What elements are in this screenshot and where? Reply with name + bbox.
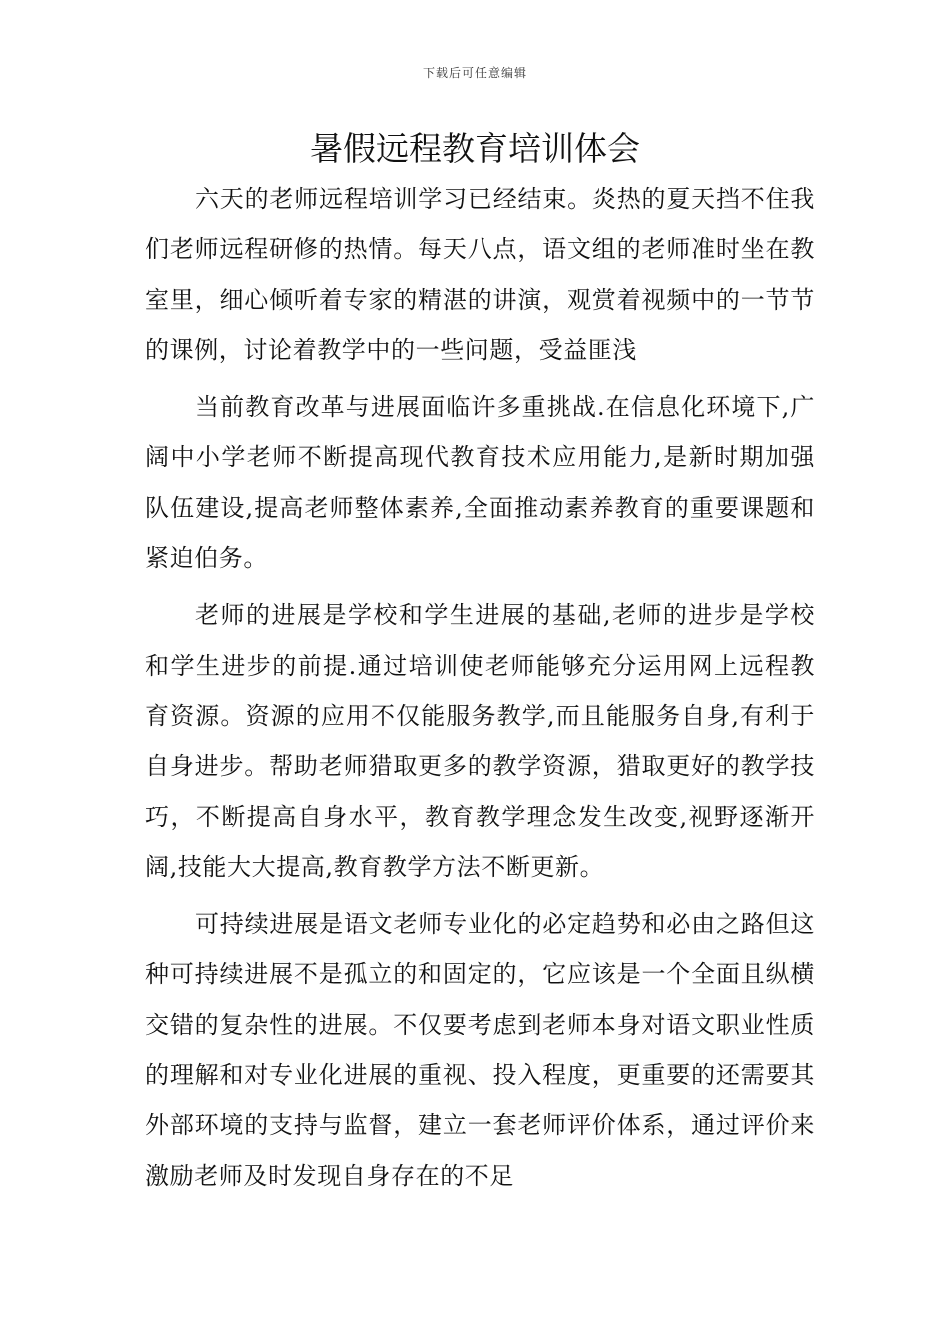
paragraph-2: 当前教育改革与进展面临许多重挑战.在信息化环境下,广阔中小学老师不断提高现代教育技术应用能力,是新时期加强队伍建设,提高老师整体素养,全面推动素养教育的重要课题和紧迫伯务。	[145, 393, 815, 573]
paragraph-3: 老师的进展是学校和学生进展的基础,老师的进步是学校和学生进步的前提.通过培训使老师能够充分运用网上远程教育资源。资源的应用不仅能服务教学,而且能服务自身,有利于自身进步。帮助老师猎取更多的教学资源，猎取更好的教学技巧，不断提高自身水平，教育教学理念发生改变,视野逐渐开阔,技能大大提高,教育教学方法不断更新。	[145, 601, 815, 881]
document-title: 暑假远程教育培训体会	[310, 129, 640, 168]
page-header-note: 下载后可任意编辑	[422, 66, 527, 80]
document-body	[145, 174, 815, 1208]
paragraph-1: 六天的老师远程培训学习已经结束。炎热的夏天挡不住我们老师远程研修的热情。每天八点，语文组的老师准时坐在教室里，细心倾听着专家的精湛的讲演，观赏着视频中的一节节的课例，讨论着教学中的一些问题，受益匪浅	[145, 185, 815, 364]
paragraph-4: 可持续进展是语文老师专业化的必定趋势和必由之路但这种可持续进展不是孤立的和固定的，它应该是一个全面且纵横交错的复杂性的进展。不仅要考虑到老师本身对语文职业性质的理解和对专业化进展的重视、投入程度，更重要的还需要其外部环境的支持与监督，建立一套老师评价体系，通过评价来激励老师及时发现自身存在的不足	[145, 910, 815, 1190]
